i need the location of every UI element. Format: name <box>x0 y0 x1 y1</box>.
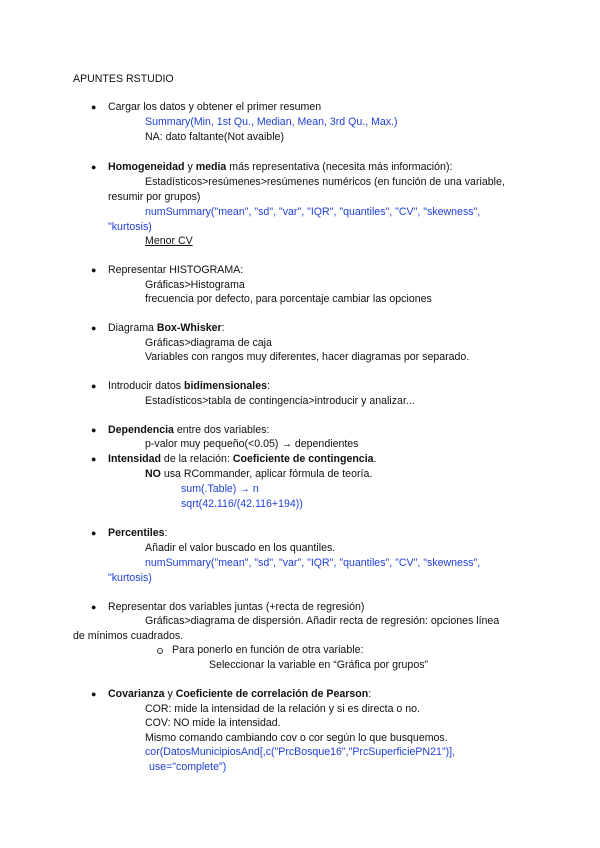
s3-line1: Gráficas>Histograma <box>145 279 245 291</box>
s1-code: Summary(Min, 1st Qu., Median, Mean, 3rd Qu., Max.) <box>145 116 398 128</box>
bullet-icon: ● <box>91 323 97 333</box>
s9-heading: Representar dos variables juntas (+recta de regresión) <box>108 601 365 613</box>
s5-heading: Introducir datos bidimensionales: <box>108 380 270 392</box>
s2-menor: Menor CV <box>145 235 193 247</box>
s4-line1: Gráficas>diagrama de caja <box>145 337 272 349</box>
s6-heading: Dependencia entre dos variables: <box>108 424 270 436</box>
s10-code2: use="complete") <box>149 761 227 773</box>
bullet-icon: ● <box>91 265 97 275</box>
bullet-icon: ● <box>91 162 97 172</box>
s10-line3: Mismo comando cambiando cov o cor según lo que busquemos. <box>145 732 448 744</box>
s7-code2: sqrt(42.116/(42.116+194)) <box>181 498 303 510</box>
page-title: APUNTES RSTUDIO <box>73 73 174 85</box>
bullet-icon: ● <box>91 381 97 391</box>
s10-heading: Covarianza y Coeficiente de correlación de Pearson: <box>108 688 372 700</box>
s2-code1: numSummary("mean", "sd", "var", "IQR", "quantiles", "CV", "skewness", <box>145 206 481 218</box>
s10-code1: cor(DatosMunicipiosAnd[,c("PrcBosque16","PrcSuperficiePN21")], <box>145 746 456 758</box>
s2-code2: "kurtosis) <box>108 221 152 233</box>
s1-heading: Cargar los datos y obtener el primer resumen <box>108 101 322 113</box>
s7-heading: Intensidad de la relación: Coeficiente de contingencia. <box>108 453 377 465</box>
s8-code2: "kurtosis) <box>108 572 152 584</box>
bullet-icon: ● <box>91 425 97 435</box>
s8-heading: Percentiles: <box>108 527 168 539</box>
s2-line1: Estadísticos>resúmenes>resúmenes numéricos (en función de una variable, <box>145 176 505 188</box>
s7-line1: NO usa RCommander, aplicar fórmula de teoría. <box>145 468 373 480</box>
hollow-bullet-icon <box>157 648 163 654</box>
bullet-icon: ● <box>91 454 97 464</box>
bullet-icon: ● <box>91 689 97 699</box>
s8-line1: Añadir el valor buscado en los quantiles. <box>145 542 336 554</box>
bullet-icon: ● <box>91 602 97 612</box>
s8-code1: numSummary("mean", "sd", "var", "IQR", "quantiles", "CV", "skewness", <box>145 557 481 569</box>
s10-line1: COR: mide la intensidad de la relación y si es directa o no. <box>145 703 420 715</box>
s9-sub: Para ponerlo en función de otra variable: <box>172 644 364 656</box>
bullet-icon: ● <box>91 528 97 538</box>
s3-heading: Representar HISTOGRAMA: <box>108 264 244 276</box>
s6-line1: p-valor muy pequeño(<0.05) → dependientes <box>145 438 359 450</box>
s9-line2: de mínimos cuadrados. <box>73 630 184 642</box>
s10-line2: COV: NO mide la intensidad. <box>145 717 281 729</box>
s9-sub2: Seleccionar la variable en “Gráfica por grupos” <box>209 659 429 671</box>
s2-line2: resumir por grupos) <box>108 191 201 203</box>
s2-heading: Homogeneidad y media más representativa (necesita más información): <box>108 161 453 173</box>
s7-code1: sum(.Table) → n <box>181 483 259 495</box>
s4-heading: Diagrama Box-Whisker: <box>108 322 225 334</box>
s9-line1: Gráficas>diagrama de dispersión. Añadir recta de regresión: opciones línea <box>145 615 500 627</box>
bullet-icon: ● <box>91 102 97 112</box>
s1-note: NA: dato faltante(Not avaible) <box>145 131 284 143</box>
s5-line1: Estadísticos>tabla de contingencia>introducir y analizar... <box>145 395 415 407</box>
s4-line2: Variables con rangos muy diferentes, hacer diagramas por separado. <box>145 351 470 363</box>
s3-line2: frecuencia por defecto, para porcentaje cambiar las opciones <box>145 293 432 305</box>
